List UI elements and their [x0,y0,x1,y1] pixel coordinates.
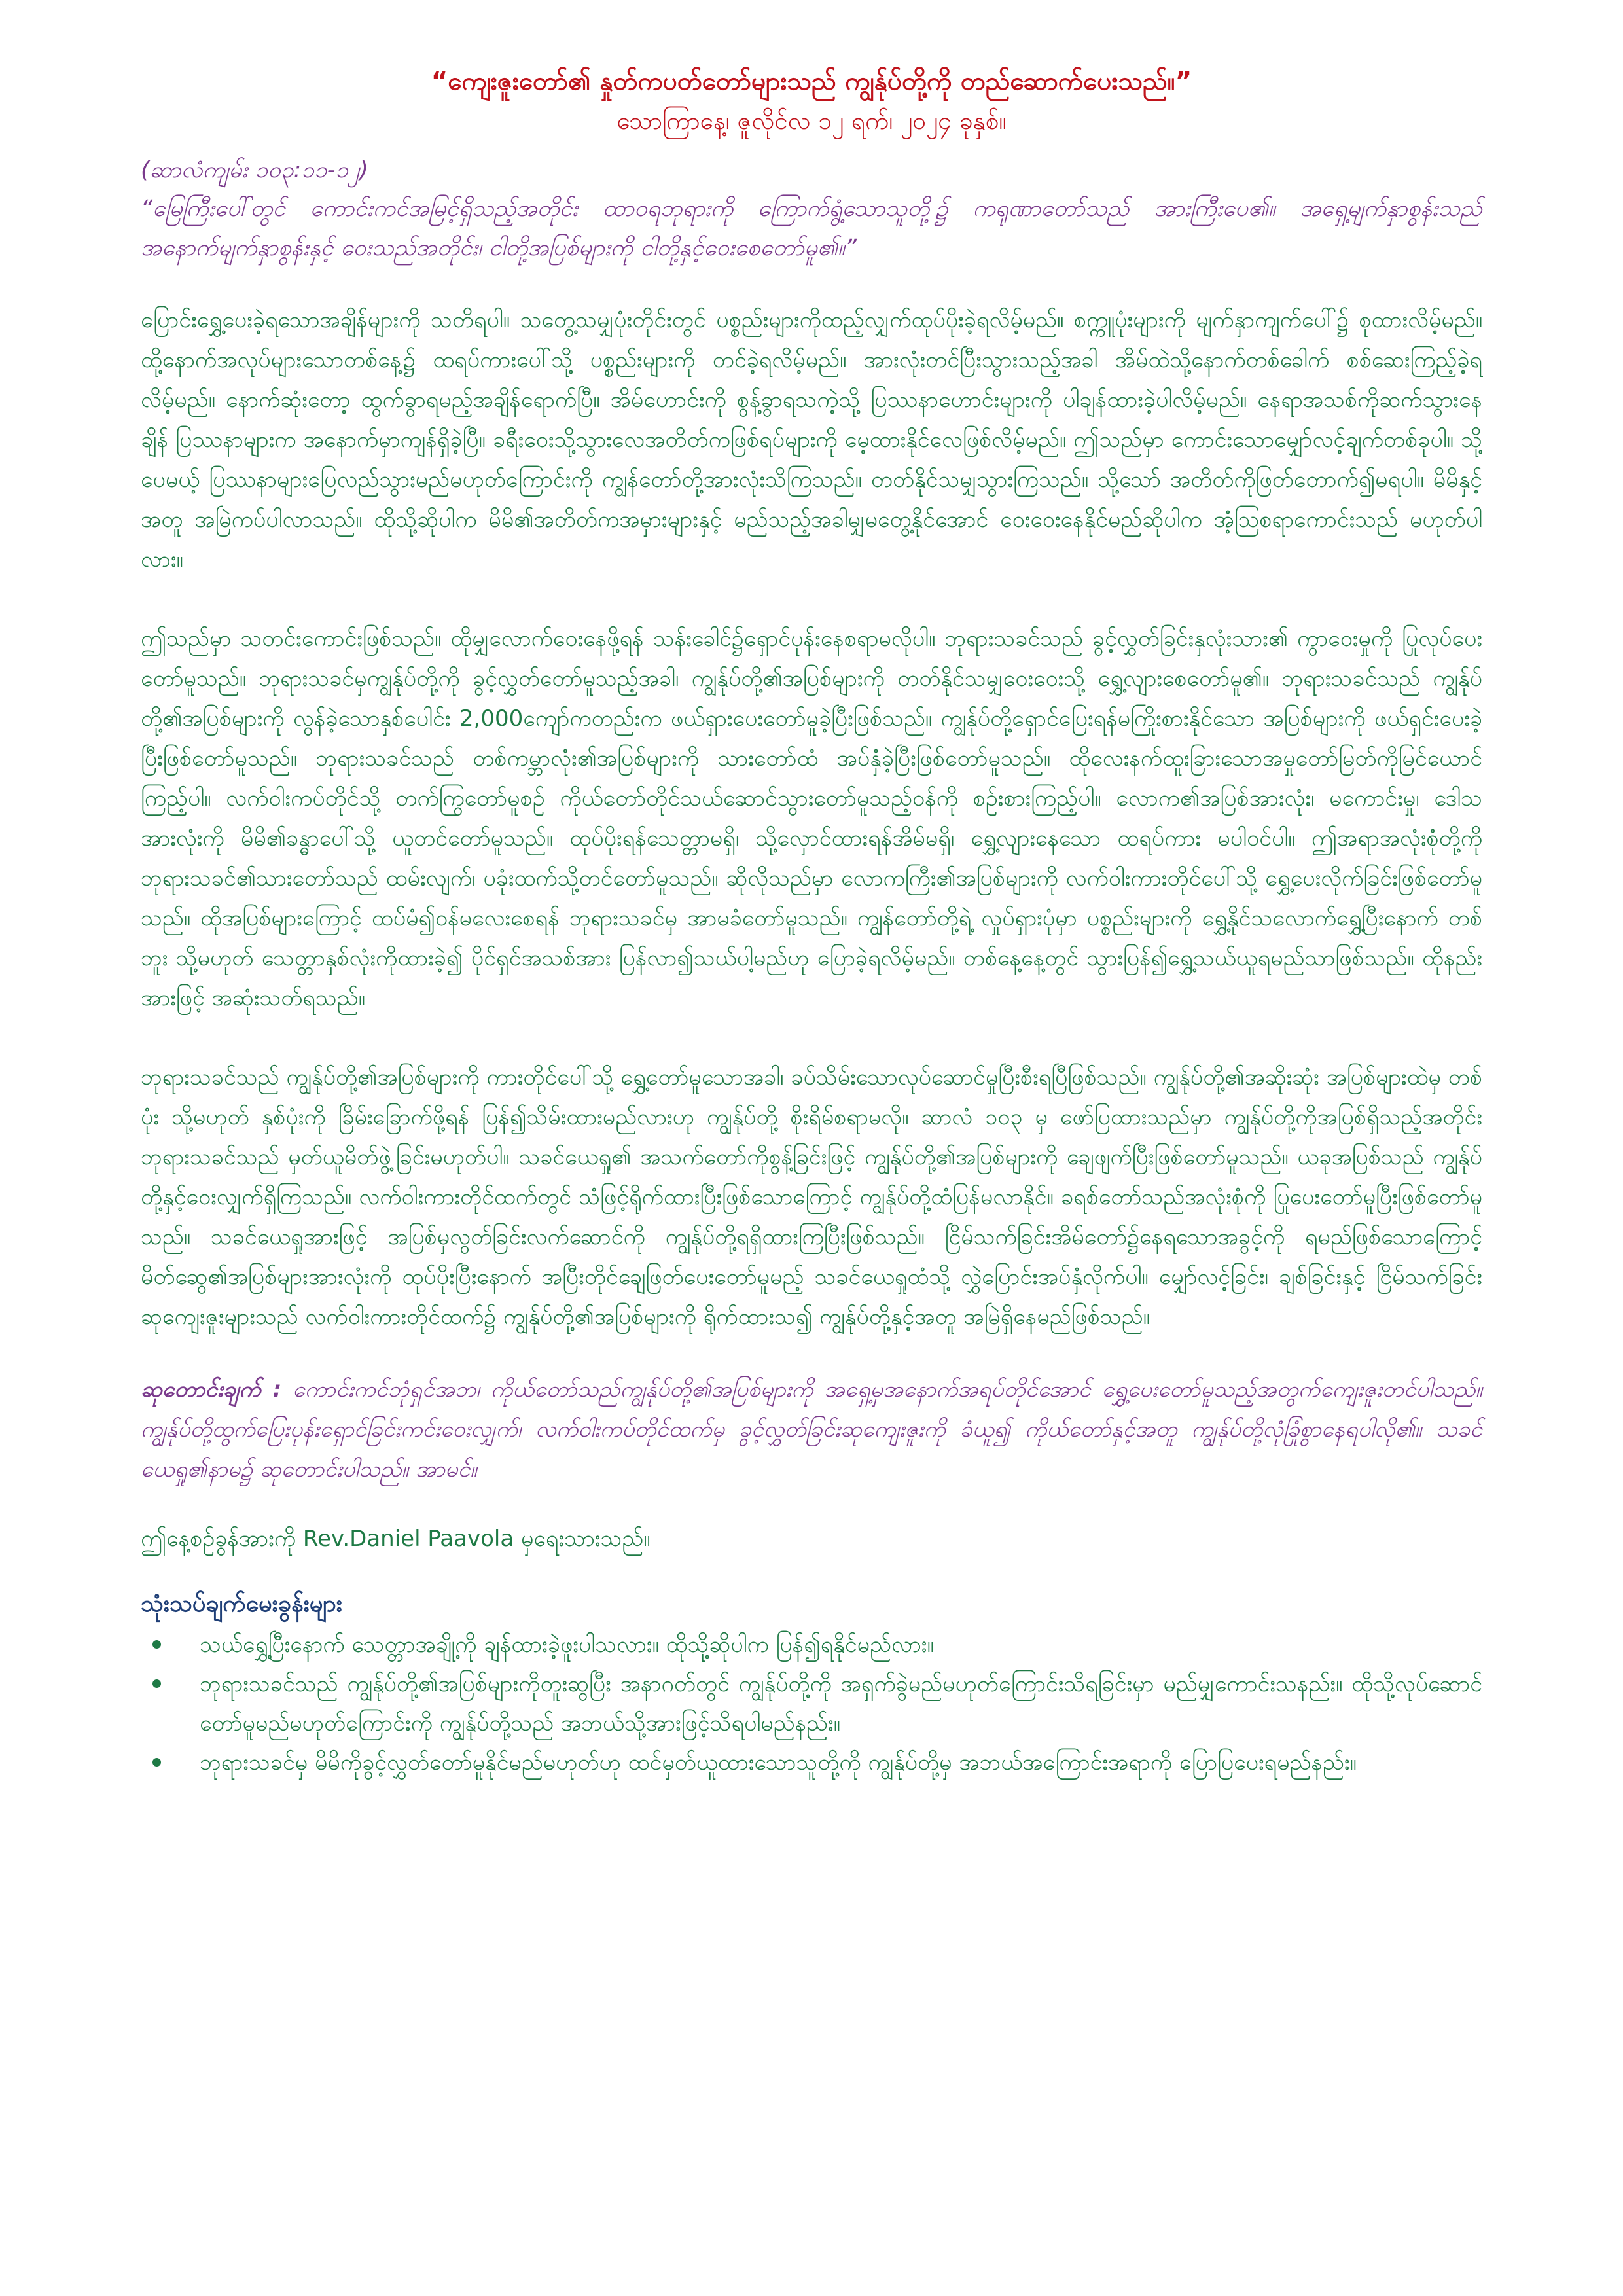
questions-list [141,1625,1482,1782]
page-date: သောကြာနေ့၊ ဇူလိုင်လ ၁၂ ရက်၊ ၂၀၂၄ ခုနှစ်။ [616,107,1007,135]
question-text: သယ်ရွှေ့ပြီးနောက် သေတ္တာအချို့ကို ချန်ထားခဲ့ဖူးပါသလား။ ထိုသို့ဆိုပါက ပြန်၍ရနိုင်မည်လား။ [200,1632,934,1658]
body-paragraph: ဤသည်မှာ သတင်းကောင်းဖြစ်သည်။ ထိုမျှလောက်ဝေးနေဖို့ရန် သန်းခေါင်၌ရှောင်ပုန်းနေစရာမလိုပါ။ ဘုရားသခင်သည် ခွင့်လွှတ်ခြင်းနှလုံးသား၏ ကွာဝေးမှုကို ပြုလုပ်ပေးတော်မူသည်။ ဘုရားသခင်မှကျွန်ုပ်တို့ကို ခွင့်လွှတ်တော်မူသည့်အခါ၊ ကျွန်ုပ်တို့၏အပြစ်များကို တတ်နိုင်သမျှဝေးဝေးသို့ ရွှေ့လျားစေတော်မူ၏။ ဘုရားသခင်သည် ကျွန်ုပ်တို့၏အပြစ်များကို လွန်ခဲ့သောနှစ်ပေါင်း 2,000ကျော်ကတည်းက ဖယ်ရှားပေးတော်မူခဲ့ပြီးဖြစ်သည်။ ကျွန်ုပ်တို့ရှောင်ပြေးရန်မကြိုးစားနိုင်သော အပြစ်များကို ဖယ်ရှင်းပေးခဲ့ပြီးဖြစ်တော်မူသည်။ ဘုရားသခင်သည် တစ်ကမ္ဘာလုံး၏အပြစ်များကို သားတော်ထံ အပ်နှံခဲ့ပြီးဖြစ်တော်မူသည်။ ထိုလေးနက်ထူးခြားသောအမှုတော်မြတ်ကိုမြင်ယောင်ကြည့်ပါ။ လက်ဝါးကပ်တိုင်သို့ တက်ကြွတော်မူစဉ် ကိုယ်တော်တိုင်သယ်ဆောင်သွားတော်မူသည့်ဝန်ကို စဉ်းစားကြည့်ပါ။ လောက၏အပြစ်အားလုံး၊ မကောင်းမှု၊ ဒေါသအားလုံးကို မိမိ၏ခန္ဓာပေါ်သို့ ယူတင်တော်မူသည်။ ထုပ်ပိုးရန်သေတ္တာမရှိ၊ သို့လှောင်ထားရန်အိမ်မရှိ၊ ရွှေ့လျားနေသော ထရပ်ကား မပါဝင်ပါ။ ဤအရာအလုံးစုံတို့ကို ဘုရားသခင်၏သားတော်သည် ထမ်းလျက်၊ ပခုံးထက်သို့တင်တော်မူသည်။ ဆိုလိုသည်မှာ လောကကြီး၏အပြစ်များကို လက်ဝါးကားတိုင်ပေါ်သို့ ရွှေ့ပေးလိုက်ခြင်းဖြစ်တော်မူသည်။ ထိုအပြစ်များကြောင့် ထပ်မံ၍ဝန်မလေးစေရန် ဘုရားသခင်မှ အာမခံတော်မူသည်။ ကျွန်တော်တို့ရဲ့ လှုပ်ရှားပုံမှာ ပစ္စည်းများကို ရွှေ့နိုင်သလောက်ရွှေ့ပြီးနောက် တစ်ဘူး သို့မဟုတ် သေတ္တာနှစ်လုံးကိုထားခဲ့၍ ပိုင်ရှင်အသစ်အား ပြန်လာ၍သယ်ပါ့မည်ဟု ပြောခဲ့ရလိမ့်မည်။ တစ်နေ့နေ့တွင် သွားပြန်၍ရွှေ့သယ်ယူရမည်သာဖြစ်သည်။ ထိုနည်းအားဖြင့် အဆုံးသတ်ရသည်။ [141,626,1482,1011]
questions-heading: သုံးသပ်ချက်မေးခွန်းများ [141,1590,342,1617]
question-text: ဘုရားသခင်မှ မိမိကိုခွင့်လွှတ်တော်မူနိုင်မည်မဟုတ်ဟု ထင်မှတ်ယူထားသောသူတို့ကို ကျွန်ုပ်တို့မှ အဘယ်အကြောင်းအရာကို ပြောပြပေးရမည်နည်း။ [200,1749,1357,1776]
body-paragraph: ပြောင်းရွှေ့ပေးခဲ့ရသောအချိန်များကို သတိရပါ။ သတွေ့သမျှပုံးတိုင်းတွင် ပစ္စည်းများကိုထည့်လျှက်ထုပ်ပိုးခဲ့ရလိမ့်မည်။ စက္ကူပုံးများကို မျက်နှာကျက်ပေါ်၌ စုထားလိမ့်မည်။ ထို့နောက်အလုပ်များသောတစ်နေ့၌ ထရပ်ကားပေါ်သို့ ပစ္စည်းများကို တင်ခဲ့ရလိမ့်မည်။ အားလုံးတင်ပြီးသွားသည့်အခါ အိမ်ထဲသို့နောက်တစ်ခေါက် စစ်ဆေးကြည့်ခဲ့ရလိမ့်မည်။ နောက်ဆုံးတော့ ထွက်ခွာရမည့်အချိန်ရောက်ပြီ။ အိမ်ဟောင်းကို စွန့်ခွာရသကဲ့သို့ ပြဿနာဟောင်းများကို ပါချန်ထားခဲ့ပါလိမ့်မည်။ နေရာအသစ်ကိုဆက်သွားနေချိန် ပြဿနာများက အနောက်မှာကျန်ရှိခဲ့ပြီ။ ခရီးဝေးသို့သွားလေအတိတ်ကဖြစ်ရပ်များကို မေ့ထားနိုင်လေဖြစ်လိမ့်မည်။ ဤသည်မှာ ကောင်းသောမျှော်လင့်ချက်တစ်ခုပါ။ သို့ပေမယ့် ပြဿနာများပြေလည်သွားမည်မဟုတ်ကြောင်းကို ကျွန်တော်တို့အားလုံးသိကြသည်။ တတ်နိုင်သမျှသွားကြသည်။ သို့သော် အတိတ်ကိုဖြတ်တောက်၍မရပါ။ မိမိနှင့်အတူ အမြဲကပ်ပါလာသည်။ ထိုသို့ဆိုပါက မိမိ၏အတိတ်ကအမှားများနှင့် မည်သည့်အခါမျှမတွေ့နိုင်အောင် ဝေးဝေးနေနိုင်မည်ဆိုပါက အံ့ဩစရာကောင်းသည် မဟုတ်ပါလား။ [141,307,1482,573]
page-title: “ကျေးဇူးတော်၏ နှုတ်ကပတ်တော်များသည် ကျွန်ုပ်တို့ကို တည်ဆောက်ပေးသည်။” [431,67,1192,96]
scripture-verse: “မြေကြီးပေါ်တွင် ကောင်းကင်အမြင့်ရှိသည့်အတိုင်း ထာဝရဘုရားကို ကြောက်ရွံ့သောသူတို့၌ ကရုဏာတော်သည် အားကြီးပေ၏။ အရှေ့မျက်နှာစွန်းသည် အနောက်မျက်နှာစွန်းနှင့် ဝေးသည်အတိုင်း၊ ငါတို့အပြစ်များကို ငါတို့နှင့်ဝေးစေတော်မူ၏။” [141,196,1482,261]
scripture-reference: (ဆာလံကျမ်း ၁၀၃:၁၁-၁၂) [141,157,368,183]
prayer-block [141,1370,1482,1490]
bullet-icon [152,1758,161,1767]
question-text: ဘုရားသခင်သည် ကျွန်ုပ်တို့၏အပြစ်များကိုတူးဆွပြီး အနာဂတ်တွင် ကျွန်ုပ်တို့ကို အရှက်ခွဲမည်မဟုတ်ကြောင်းသိရခြင်းမှာ မည်မျှကောင်းသနည်း။ ထိုသို့လုပ်ဆောင်တော်မူမည်မဟုတ်ကြောင်းကို ကျွန်ုပ်တို့သည် အဘယ်သို့အားဖြင့်သိရပါမည်နည်း။ [200,1671,1482,1736]
question-item [141,1625,1482,1664]
question-item [141,1743,1482,1782]
bullet-icon [152,1679,161,1688]
body-paragraph: ဘုရားသခင်သည် ကျွန်ုပ်တို့၏အပြစ်များကို ကားတိုင်ပေါ်သို့ ရွှေ့တော်မူသောအခါ၊ ခပ်သိမ်းသောလုပ်ဆောင်မှုပြီးစီးရပြီဖြစ်သည်။ ကျွန်ုပ်တို့၏အဆိုးဆုံး အပြစ်များထဲမှ တစ်ပုံး သို့မဟုတ် နှစ်ပုံးကို ခြိမ်းခြောက်ဖို့ရန် ပြန်၍သိမ်းထားမည်လားဟု ကျွန်ုပ်တို့ စိုးရိမ်စရာမလို။ ဆာလံ ၁၀၃ မှ ဖော်ပြထားသည်မှာ ကျွန်ုပ်တို့ကိုအပြစ်ရှိသည့်အတိုင်း ဘုရားသခင်သည် မှတ်ယူမိတ်ဖွဲ့ခြင်းမဟုတ်ပါ။ သခင်ယေရှု၏ အသက်တော်ကိုစွန့်ခြင်းဖြင့် ကျွန်ုပ်တို့၏အပြစ်များကို ချေဖျက်ပြီးဖြစ်တော်မူသည်။ ယခုအပြစ်သည် ကျွန်ုပ်တို့နှင့်ဝေးလျှက်ရှိကြသည်။ လက်ဝါးကားတိုင်ထက်တွင် သံဖြင့်ရိုက်ထားပြီးဖြစ်သောကြောင့် ကျွန်ုပ်တို့ထံပြန်မလာနိုင်။ ခရစ်တော်သည်အလုံးစုံကို ပြုပေးတော်မူပြီးဖြစ်တော်မူသည်။ သခင်ယေရှုအားဖြင့် အပြစ်မှလွတ်ခြင်းလက်ဆောင်ကို ကျွန်ုပ်တို့ရရှိထားကြပြီးဖြစ်သည်။ ငြိမ်သက်ခြင်းအိမ်တော်၌နေရသောအခွင့်ကို ရမည်ဖြစ်သောကြောင့် မိတ်ဆွေ၏အပြစ်များအားလုံးကို ထုပ်ပိုးပြီးနောက် အပြီးတိုင်ချေဖြတ်ပေးတော်မူမည့် သခင်ယေရှုထံသို့ လွှဲပြောင်းအပ်နှံလိုက်ပါ။ မျှော်လင့်ခြင်း၊ ချစ်ခြင်းနှင့် ငြိမ်သက်ခြင်း ဆုကျေးဇူးများသည် လက်ဝါးကားတိုင်ထက်၌ ကျွန်ုပ်တို့၏အပြစ်များကို ရိုက်ထားသ၍ ကျွန်ုပ်တို့နှင့်အတူ အမြဲရှိနေမည်ဖြစ်သည်။ [141,1064,1482,1330]
prayer-text: ကောင်းကင်ဘုံရှင်အဘ၊ ကိုယ်တော်သည်ကျွန်ုပ်တို့၏အပြစ်များကို အရှေ့မှအနောက်အရပ်တိုင်အောင် ရွှေ့ပေးတော်မူသည့်အတွက်ကျေးဇူးတင်ပါသည်။ ကျွန်ုပ်တို့ထွက်ပြေးပုန်းရှောင်ခြင်းကင်းဝေးလျှက်၊ လက်ဝါးကပ်တိုင်ထက်မှ ခွင့်လွှတ်ခြင်းဆုကျေးဇူးကို ခံယူ၍ ကိုယ်တော်နှင့်အတူ ကျွန်ုပ်တို့လုံခြုံစွာနေရပါလို၏။ သခင်ယေရှု၏နာမ၌ ဆုတောင်းပါသည်။ အာမင်။ [141,1376,1482,1482]
author-line: ဤနေ့စဉ်ခွန်အားကို Rev.Daniel Paavola မှရေးသားသည်။ [141,1526,651,1552]
prayer-label: ဆုတောင်းချက် : [141,1376,282,1403]
bullet-icon [152,1640,161,1649]
question-item [141,1664,1482,1743]
